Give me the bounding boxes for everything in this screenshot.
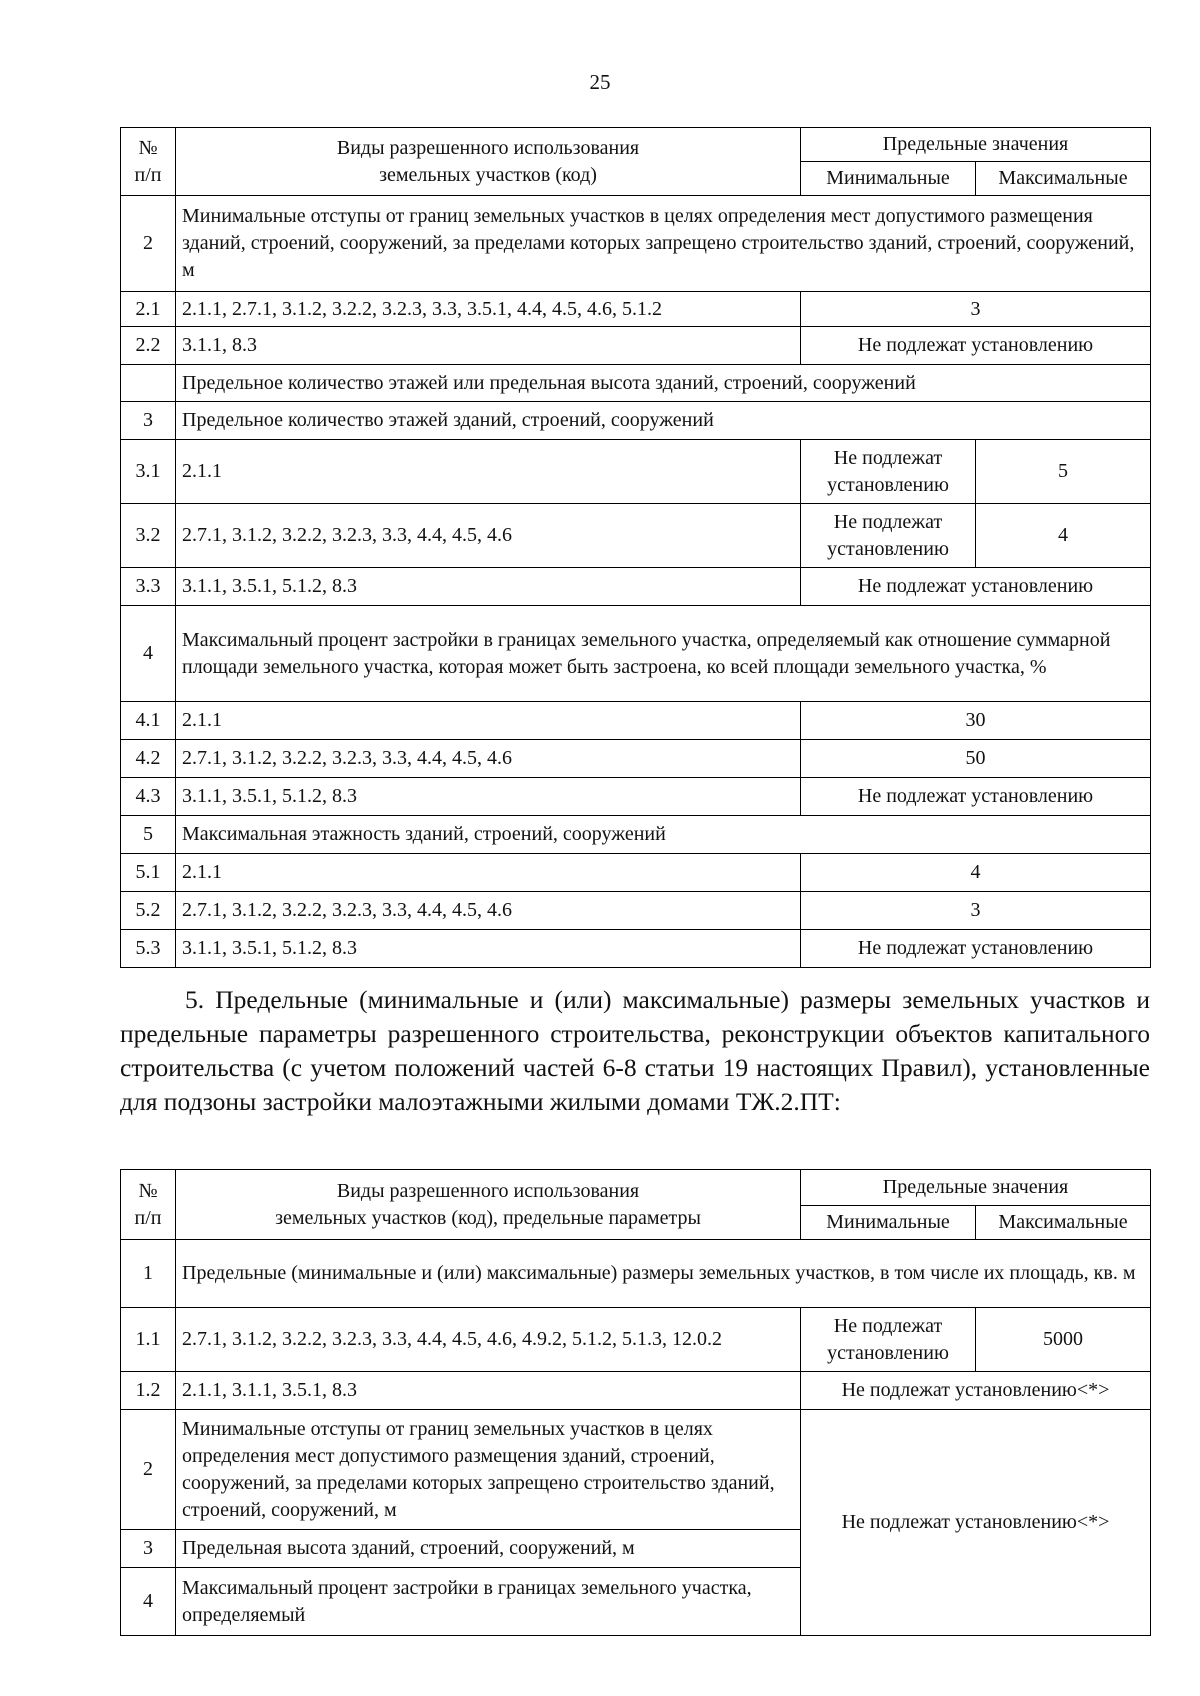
table-row: [121, 816, 1151, 854]
row-codes: 3.1.1, 8.3: [176, 327, 801, 365]
row-number: 3.1: [121, 440, 176, 504]
row-value: 4: [801, 854, 1151, 892]
row-codes: 2.7.1, 3.1.2, 3.2.2, 3.2.3, 3.3, 4.4, 4.5, 4.6, 4.9.2, 5.1.2, 5.1.3, 12.0.2: [176, 1308, 801, 1372]
table-row: [121, 402, 1151, 440]
row-number: 4.3: [121, 778, 176, 816]
row-number: 2: [121, 1410, 176, 1530]
row-codes: 2.1.1, 2.7.1, 3.1.2, 3.2.2, 3.2.3, 3.3, 3.5.1, 4.4, 4.5, 4.6, 5.1.2: [176, 292, 801, 327]
row-value: 50: [801, 740, 1151, 778]
section-paragraph: 5. Предельные (минимальные и (или) максимальные) размеры земельных участков и предельные параметры разрешенного строительства, реконструкции объектов капитального строительства (с учетом положений частей 6-8 статьи 19 настоящих Правил), установленные для подзоны застройки малоэтажными жилыми домами ТЖ.2.ПТ:: [120, 985, 1150, 1116]
table-row: [121, 1308, 1151, 1372]
row-codes: 2.7.1, 3.1.2, 3.2.2, 3.2.3, 3.3, 4.4, 4.5, 4.6: [176, 504, 801, 568]
row-text: Предельные (минимальные и (или) максимальные) размеры земельных участков, в том числе их площадь, кв. м: [176, 1240, 1151, 1308]
table-row: [121, 778, 1151, 816]
row-text: Минимальные отступы от границ земельных участков в целях определения мест допустимого размещения зданий, строений, сооружений, за пределами которых запрещено строительство зданий, строений, сооружений, м: [176, 1410, 801, 1530]
header-min: Минимальные: [801, 1206, 976, 1240]
row-codes: 2.1.1: [176, 702, 801, 740]
header-kinds: Виды разрешенного использования земельных участков (код): [176, 128, 801, 196]
row-number: [121, 365, 176, 402]
row-value: 3: [801, 892, 1151, 930]
row-text: Предельное количество этажей зданий, строений, сооружений: [176, 402, 1151, 440]
row-value: Не подлежат установлению<*>: [801, 1372, 1151, 1410]
table-row: [121, 892, 1151, 930]
regulations-table-1: [120, 127, 1151, 968]
row-value: 30: [801, 702, 1151, 740]
row-text: Предельное количество этажей или предельная высота зданий, строений, сооружений: [176, 365, 1151, 402]
row-codes: 2.1.1: [176, 854, 801, 892]
table-row: [121, 568, 1151, 606]
row-number: 5.2: [121, 892, 176, 930]
row-value: Не подлежат установлению: [801, 930, 1151, 968]
table-row: [121, 702, 1151, 740]
row-text: Минимальные отступы от границ земельных участков в целях определения мест допустимого размещения зданий, строений, сооружений, за пределами которых запрещено строительство зданий, строений, сооружений, м: [176, 196, 1151, 292]
row-number: 4: [121, 1568, 176, 1636]
row-number: 2: [121, 196, 176, 292]
row-text: Максимальный процент застройки в границах земельного участка, определяемый как отношение суммарной площади земельного участка, которая может быть застроена, ко всей площади земельного участка, %: [176, 606, 1151, 702]
row-number: 1: [121, 1240, 176, 1308]
table-row: [121, 930, 1151, 968]
row-value: Не подлежат установлению: [801, 568, 1151, 606]
row-max: 5: [976, 440, 1151, 504]
table-row: [121, 365, 1151, 402]
row-codes: 2.1.1: [176, 440, 801, 504]
row-number: 5: [121, 816, 176, 854]
table-row: [121, 1410, 1151, 1530]
row-text: Предельная высота зданий, строений, сооружений, м: [176, 1530, 801, 1568]
regulations-table-2: [120, 1169, 1151, 1636]
row-number: 3.3: [121, 568, 176, 606]
row-number: 1.1: [121, 1308, 176, 1372]
header-limits: Предельные значения: [801, 1170, 1151, 1206]
row-number: 4.1: [121, 702, 176, 740]
row-value: Не подлежат установлению: [801, 327, 1151, 365]
header-max: Максимальные: [976, 1206, 1151, 1240]
row-min: Не подлежат установлению: [801, 1308, 976, 1372]
row-codes: 3.1.1, 3.5.1, 5.1.2, 8.3: [176, 778, 801, 816]
table-row: [121, 1240, 1151, 1308]
row-number: 5.1: [121, 854, 176, 892]
header-limits: Предельные значения: [801, 128, 1151, 162]
row-number: 4: [121, 606, 176, 702]
table-row: [121, 440, 1151, 504]
row-number: 2.2: [121, 327, 176, 365]
table-row: [121, 327, 1151, 365]
merged-value: Не подлежат установлению<*>: [801, 1410, 1151, 1636]
row-number: 3: [121, 402, 176, 440]
row-text: Максимальная этажность зданий, строений, сооружений: [176, 816, 1151, 854]
row-number: 3.2: [121, 504, 176, 568]
row-codes: 2.7.1, 3.1.2, 3.2.2, 3.2.3, 3.3, 4.4, 4.5, 4.6: [176, 740, 801, 778]
row-number: 4.2: [121, 740, 176, 778]
row-min: Не подлежат установлению: [801, 440, 976, 504]
table-row: [121, 740, 1151, 778]
row-value: 3: [801, 292, 1151, 327]
header-num: № п/п: [121, 1170, 176, 1240]
table-row: [121, 606, 1151, 702]
row-min: Не подлежат установлению: [801, 504, 976, 568]
row-number: 1.2: [121, 1372, 176, 1410]
page-number: 25: [589, 70, 611, 94]
header-max: Максимальные: [976, 162, 1151, 196]
row-number: 3: [121, 1530, 176, 1568]
row-codes: 2.1.1, 3.1.1, 3.5.1, 8.3: [176, 1372, 801, 1410]
table-row: [121, 1372, 1151, 1410]
row-number: 2.1: [121, 292, 176, 327]
row-codes: 3.1.1, 3.5.1, 5.1.2, 8.3: [176, 568, 801, 606]
row-text: Максимальный процент застройки в границах земельного участка, определяемый: [176, 1568, 801, 1636]
row-max: 4: [976, 504, 1151, 568]
table-row: [121, 292, 1151, 327]
row-codes: 2.7.1, 3.1.2, 3.2.2, 3.2.3, 3.3, 4.4, 4.5, 4.6: [176, 892, 801, 930]
table-row: [121, 504, 1151, 568]
row-number: 5.3: [121, 930, 176, 968]
row-max: 5000: [976, 1308, 1151, 1372]
header-min: Минимальные: [801, 162, 976, 196]
row-value: Не подлежат установлению: [801, 778, 1151, 816]
table-row: [121, 196, 1151, 292]
table-row: [121, 854, 1151, 892]
header-num: № п/п: [121, 128, 176, 196]
header-kinds: Виды разрешенного использования земельных участков (код), предельные параметры: [176, 1170, 801, 1240]
row-codes: 3.1.1, 3.5.1, 5.1.2, 8.3: [176, 930, 801, 968]
